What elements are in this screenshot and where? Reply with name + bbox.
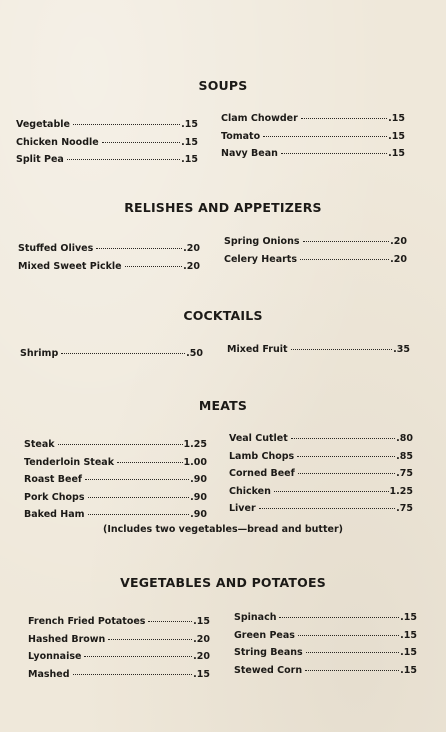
menu-item bbox=[229, 468, 413, 486]
item-name: Roast Beef bbox=[24, 474, 83, 486]
menu-item bbox=[234, 630, 417, 648]
dot-leader bbox=[125, 265, 183, 267]
item-name: Mashed bbox=[28, 668, 70, 680]
menu-item bbox=[16, 137, 198, 155]
soups-left-column bbox=[16, 119, 198, 172]
dot-leader bbox=[88, 513, 190, 515]
item-price: .15 bbox=[400, 612, 417, 623]
vegetables-left-column bbox=[28, 616, 210, 686]
menu-item bbox=[28, 651, 210, 669]
item-price: .50 bbox=[186, 348, 203, 359]
relishes-right-column bbox=[224, 236, 407, 271]
menu-item bbox=[227, 344, 410, 362]
menu-item bbox=[221, 131, 405, 149]
item-name: Stewed Corn bbox=[234, 664, 303, 676]
item-price: .20 bbox=[390, 253, 407, 265]
cocktails-right-column bbox=[227, 344, 410, 362]
dot-leader bbox=[61, 352, 185, 354]
menu-item bbox=[224, 254, 407, 272]
item-price: .90 bbox=[190, 491, 207, 503]
dot-leader bbox=[148, 620, 192, 622]
item-name: Baked Ham bbox=[24, 509, 85, 521]
dot-leader bbox=[102, 141, 180, 143]
dot-leader bbox=[117, 461, 183, 463]
item-name: Hashed Brown bbox=[28, 633, 106, 645]
dot-leader bbox=[301, 117, 387, 119]
item-price: .20 bbox=[183, 260, 200, 272]
dot-leader bbox=[85, 478, 189, 480]
item-price: .15 bbox=[400, 629, 417, 641]
item-name: Tenderloin Steak bbox=[24, 456, 115, 468]
menu-item bbox=[224, 236, 407, 254]
item-name: Split Pea bbox=[16, 154, 64, 166]
menu-item bbox=[229, 433, 413, 451]
menu-item bbox=[18, 243, 200, 261]
item-name: Spring Onions bbox=[224, 236, 300, 247]
soups-right-column bbox=[221, 113, 405, 166]
item-price: .75 bbox=[396, 503, 413, 515]
item-name: Mixed Sweet Pickle bbox=[18, 260, 122, 272]
item-name: Vegetable bbox=[16, 119, 70, 130]
menu-item bbox=[20, 348, 203, 366]
item-name: Celery Hearts bbox=[224, 253, 297, 265]
item-price: .90 bbox=[190, 509, 207, 521]
dot-leader bbox=[108, 638, 192, 640]
dot-leader bbox=[88, 496, 190, 498]
item-price: .75 bbox=[396, 468, 413, 480]
item-name: Shrimp bbox=[20, 348, 59, 359]
item-name: Chicken Noodle bbox=[16, 136, 99, 148]
menu-item bbox=[229, 503, 413, 521]
menu-item bbox=[16, 154, 198, 172]
section-title-relishes: RELISHES AND APPETIZERS bbox=[124, 200, 322, 215]
item-price: 1.25 bbox=[183, 439, 207, 450]
item-price: 1.25 bbox=[389, 485, 413, 497]
item-price: .15 bbox=[388, 130, 405, 142]
item-name: Lyonnaise bbox=[28, 651, 82, 663]
relishes-left-column bbox=[18, 243, 200, 278]
item-price: .20 bbox=[183, 243, 200, 254]
item-name: Veal Cutlet bbox=[229, 433, 288, 444]
menu-item bbox=[18, 261, 200, 279]
dot-leader bbox=[67, 158, 180, 160]
item-price: .15 bbox=[388, 148, 405, 160]
dot-leader bbox=[263, 135, 387, 137]
item-name: Mixed Fruit bbox=[227, 344, 288, 355]
item-price: .15 bbox=[181, 136, 198, 148]
section-title-vegetables: VEGETABLES AND POTATOES bbox=[120, 575, 326, 590]
menu-item bbox=[28, 616, 210, 634]
item-price: .20 bbox=[193, 633, 210, 645]
menu-item bbox=[229, 451, 413, 469]
item-name: String Beans bbox=[234, 647, 303, 659]
dot-leader bbox=[281, 152, 387, 154]
menu-item bbox=[28, 669, 210, 687]
item-price: .80 bbox=[396, 433, 413, 444]
dot-leader bbox=[306, 651, 399, 653]
menu-item bbox=[16, 119, 198, 137]
item-name: Stuffed Olives bbox=[18, 243, 94, 254]
section-title-meats: MEATS bbox=[198, 398, 248, 413]
item-name: Chicken bbox=[229, 485, 271, 497]
dot-leader bbox=[305, 669, 399, 671]
item-price: .20 bbox=[390, 236, 407, 247]
item-name: Navy Bean bbox=[221, 148, 278, 160]
dot-leader bbox=[96, 247, 182, 249]
item-price: .15 bbox=[181, 119, 198, 130]
item-price: .90 bbox=[190, 474, 207, 486]
dot-leader bbox=[298, 472, 395, 474]
section-title-soups: SOUPS bbox=[198, 78, 248, 93]
item-name: Tomato bbox=[221, 130, 261, 142]
item-name: Liver bbox=[229, 503, 256, 515]
item-name: French Fried Potatoes bbox=[28, 616, 146, 627]
item-name: Spinach bbox=[234, 612, 277, 623]
dot-leader bbox=[84, 655, 192, 657]
item-price: 1.00 bbox=[183, 456, 207, 468]
dot-leader bbox=[291, 348, 393, 350]
item-price: .15 bbox=[400, 664, 417, 676]
item-name: Pork Chops bbox=[24, 491, 85, 503]
item-price: .20 bbox=[193, 651, 210, 663]
cocktails-left-column bbox=[20, 348, 203, 366]
menu-item bbox=[24, 457, 207, 475]
dot-leader bbox=[291, 437, 395, 439]
dot-leader bbox=[73, 673, 193, 675]
item-price: .15 bbox=[193, 616, 210, 627]
menu-item bbox=[221, 113, 405, 131]
item-price: .85 bbox=[396, 450, 413, 462]
dot-leader bbox=[297, 455, 395, 457]
item-price: .15 bbox=[181, 154, 198, 166]
item-price: .35 bbox=[393, 344, 410, 355]
menu-item bbox=[234, 612, 417, 630]
meats-note: (Includes two vegetables—bread and butter) bbox=[103, 524, 343, 535]
menu-item bbox=[24, 439, 207, 457]
section-title-cocktails: COCKTAILS bbox=[183, 308, 263, 323]
item-price: .15 bbox=[193, 668, 210, 680]
dot-leader bbox=[274, 490, 389, 492]
menu-item bbox=[24, 474, 207, 492]
item-name: Green Peas bbox=[234, 629, 295, 641]
meats-right-column bbox=[229, 433, 413, 521]
item-name: Clam Chowder bbox=[221, 113, 298, 124]
menu-item bbox=[229, 486, 413, 504]
item-price: .15 bbox=[388, 113, 405, 124]
dot-leader bbox=[300, 258, 389, 260]
vegetables-right-column bbox=[234, 612, 417, 682]
meats-left-column bbox=[24, 439, 207, 527]
dot-leader bbox=[259, 507, 396, 509]
dot-leader bbox=[303, 240, 390, 242]
dot-leader bbox=[298, 634, 399, 636]
item-name: Lamb Chops bbox=[229, 450, 295, 462]
item-name: Steak bbox=[24, 439, 55, 450]
menu-item bbox=[221, 148, 405, 166]
dot-leader bbox=[279, 616, 399, 618]
dot-leader bbox=[58, 443, 183, 445]
menu-item bbox=[234, 665, 417, 683]
dot-leader bbox=[73, 123, 180, 125]
item-price: .15 bbox=[400, 647, 417, 659]
menu-item bbox=[28, 634, 210, 652]
menu-item bbox=[234, 647, 417, 665]
item-name: Corned Beef bbox=[229, 468, 295, 480]
menu-item bbox=[24, 492, 207, 510]
